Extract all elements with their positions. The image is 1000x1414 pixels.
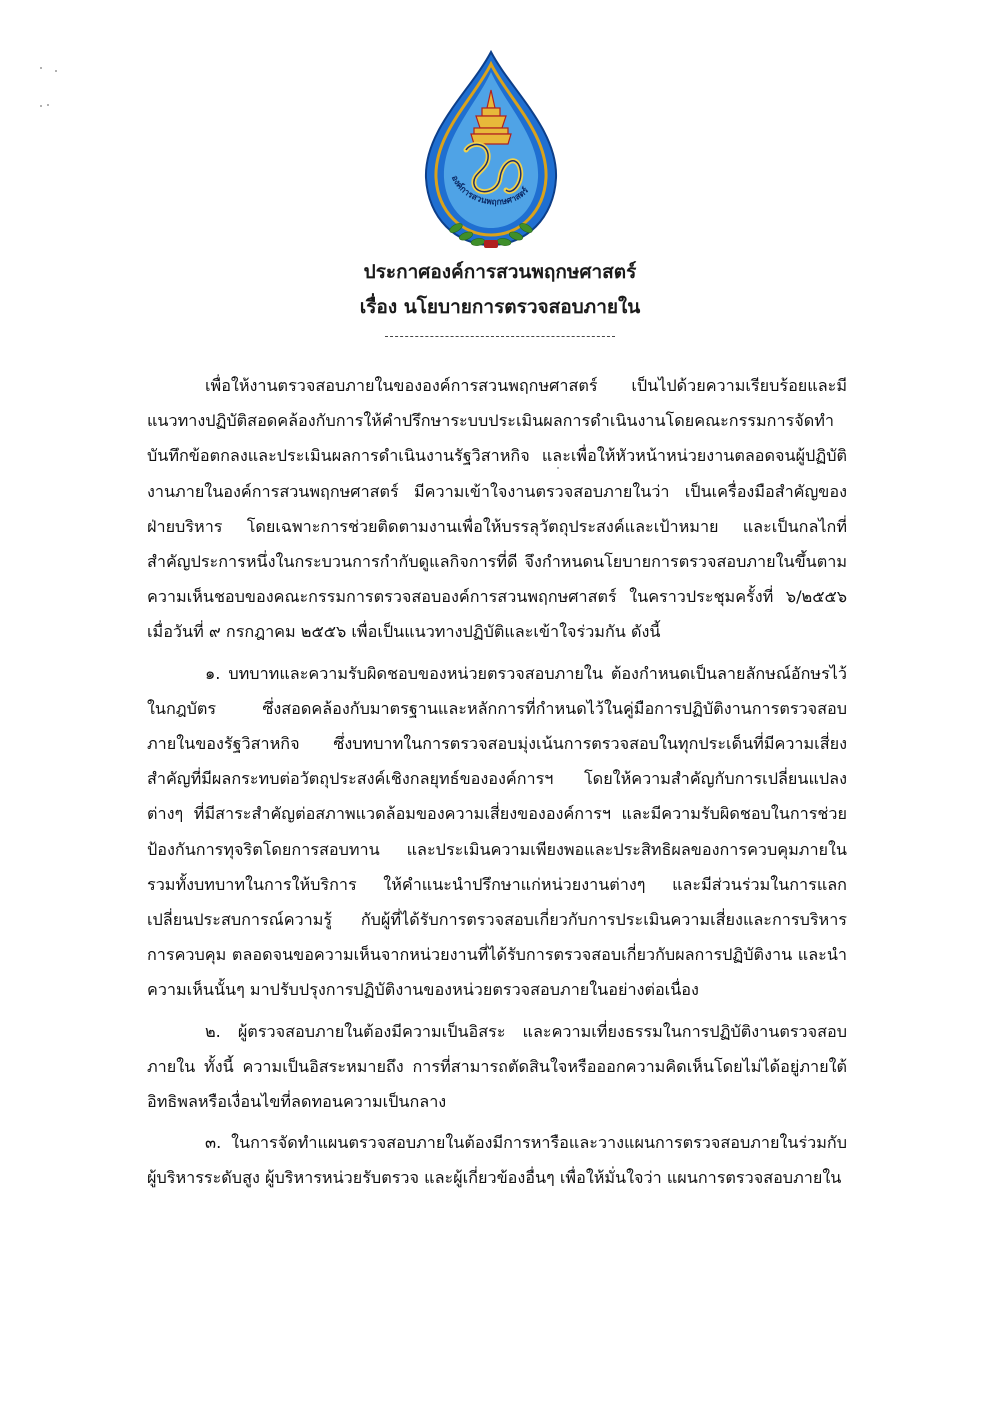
intro-paragraph: เพื่อให้งานตรวจสอบภายในขององค์การสวนพฤกษศาสตร์ เป็นไปด้วยความเรียบร้อยและมีแนวทางปฏิบัติสอดคล้องกับการให้คำปรึกษาระบบประเมินผลการดำเนินงานโดยคณะกรรมการจัดทำบันทึกข้อตกลงและประเมินผลการดำเนินงานรัฐวิสาหกิจ และเพื่อให้หัวหน้าหน่วยงานตลอดจนผู้ปฏิบัติงานภายในองค์การสวนพฤกษศาสตร์ มีความเข้าใจงานตรวจสอบภายในว่า เป็นเครื่องมือสำคัญของฝ่ายบริหาร โดยเฉพาะการช่วยติดตามงานเพื่อให้บรรลุวัตถุประสงค์และเป้าหมาย และเป็นกลไกที่สำคัญประการหนึ่งในกระบวนการกำกับดูแลกิจการที่ดี จึงกำหนดนโยบายการตรวจสอบภายในขึ้นตามความเห็นชอบของคณะกรรมการตรวจสอบองค์การสวนพฤกษศาสตร์ ในคราวประชุมครั้งที่ ๖/๒๕๕๖ เมื่อวันที่ ๙ กรกฎาคม ๒๕๕๖ เพื่อเป็นแนวทางปฏิบัติและเข้าใจร่วมกัน ดังนี้: [147, 376, 847, 642]
title-divider: [385, 336, 615, 337]
policy-item-3: ๓. ในการจัดทำแผนตรวจสอบภายในต้องมีการหารือและวางแผนการตรวจสอบภายในร่วมกับผู้บริหารระดับสูง ผู้บริหารหน่วยรับตรวจ และผู้เกี่ยวข้องอื่นๆ เพื่อให้มั่นใจว่า แผนการตรวจสอบภายใน: [147, 1133, 847, 1188]
announcement-subject: เรื่อง นโยบายการตรวจสอบภายใน: [359, 296, 641, 318]
logo-org-text: องค์การสวนพฤกษศาสตร์: [448, 173, 531, 208]
organization-logo: [416, 50, 566, 255]
policy-item-1: ๑. บทบาทและความรับผิดชอบของหน่วยตรวจสอบภายใน ต้องกำหนดเป็นลายลักษณ์อักษรไว้ในกฎบัตร ซึ่งสอดคล้องกับมาตรฐานและหลักการที่กำหนดไว้ในคู่มือการปฏิบัติงานการตรวจสอบภายในของรัฐวิสาหกิจ ซึ่งบทบาทในการตรวจสอบมุ่งเน้นการตรวจสอบในทุกประเด็นที่มีความเสี่ยงสำคัญที่มีผลกระทบต่อวัตถุประสงค์เชิงกลยุทธ์ขององค์การฯ โดยให้ความสำคัญกับการเปลี่ยนแปลงต่างๆ ที่มีสาระสำคัญต่อสภาพแวดล้อมของความเสี่ยงขององค์การฯ และมีความรับผิดชอบในการช่วยป้องกันการทุจริตโดยการสอบทาน และประเมินความเพียงพอและประสิทธิผลของการควบคุมภายใน รวมทั้งบทบาทในการให้บริการ ให้คำแนะนำปรึกษาแก่หน่วยงานต่างๆ และมีส่วนร่วมในการแลกเปลี่ยนประสบการณ์ความรู้ กับผู้ที่ได้รับการตรวจสอบเกี่ยวกับการประเมินความเสี่ยงและการบริหารการควบคุม ตลอดจนขอความเห็นจากหน่วยงานที่ได้รับการตรวจสอบเกี่ยวกับผลการปฏิบัติงาน และนำความเห็นนั้นๆ มาปรับปรุงการปฏิบัติงานของหน่วยตรวจสอบภายในอย่างต่อเนื่อง: [147, 663, 847, 1000]
announcement-body: [147, 368, 847, 1202]
policy-item-2: ๒. ผู้ตรวจสอบภายในต้องมีความเป็นอิสระ และความเที่ยงธรรมในการปฏิบัติงานตรวจสอบภายใน ทั้งนี้ ความเป็นอิสระหมายถึง การที่สามารถตัดสินใจหรือออกความคิดเห็นโดยไม่ได้อยู่ภายใต้อิทธิพลหรือเงื่อนไขที่ลดทอนความเป็นกลาง: [147, 1021, 847, 1112]
announcement-title: ประกาศองค์การสวนพฤกษศาสตร์: [363, 261, 637, 283]
